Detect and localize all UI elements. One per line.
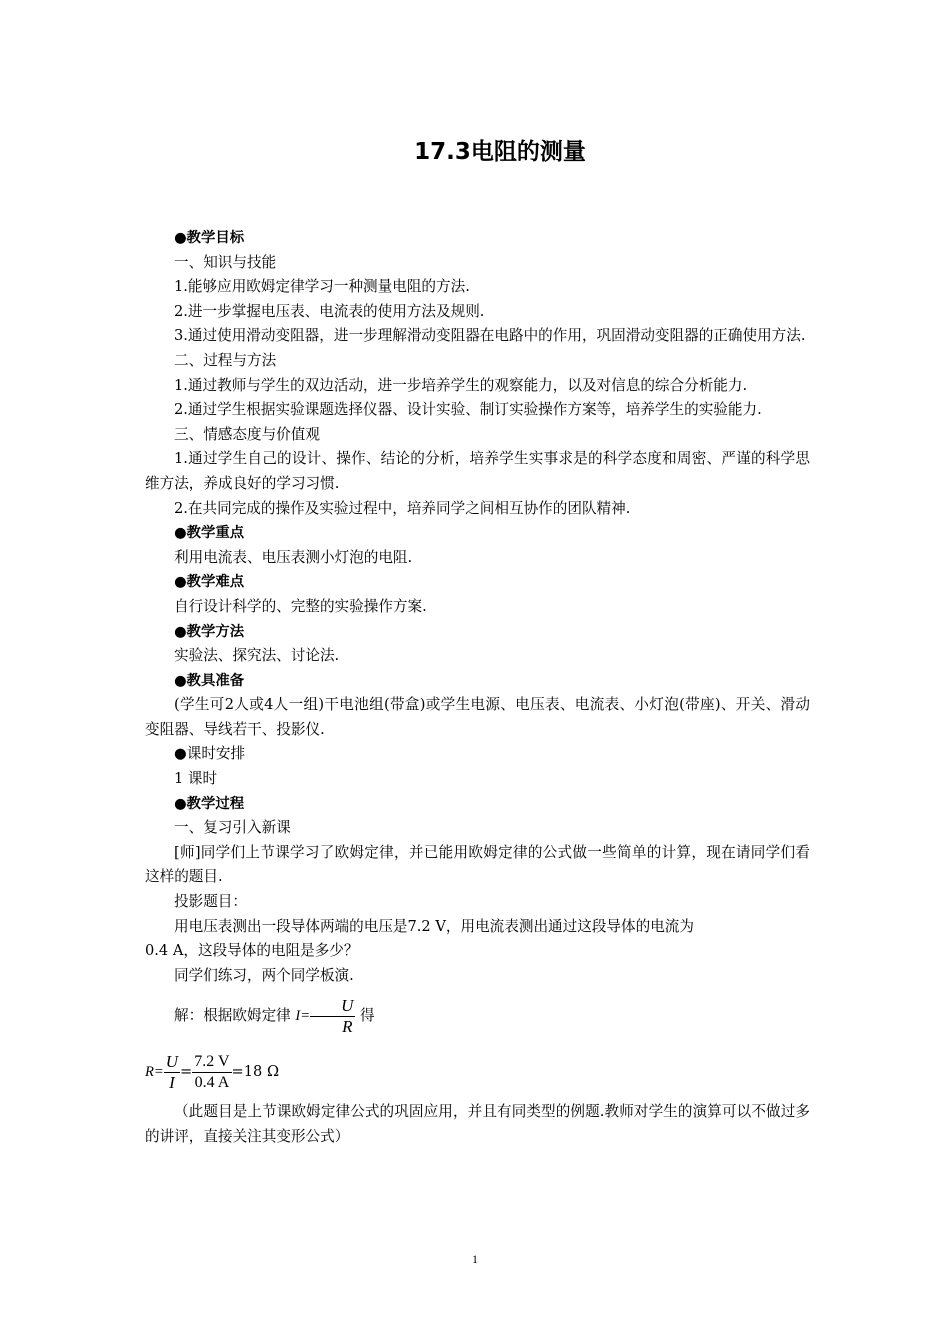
difficulty-heading: ●教学难点 (174, 574, 245, 591)
calculation-line (145, 1044, 810, 1100)
paragraph: （此题目是上节课欧姆定律公式的巩固应用，并且有同类型的例题.教师对学生的演算可以不做过多的讲评，直接关注其变形公式） (145, 1103, 810, 1145)
denominator: R (342, 1016, 353, 1036)
paragraph: 0.4 A，这段导体的电阻是多少？ (145, 942, 359, 960)
paragraph: 1.能够应用欧姆定律学习一种测量电阻的方法. (174, 278, 470, 296)
paragraph: 2.在共同完成的操作及实验过程中，培养同学之间相互协作的团队精神. (174, 499, 631, 517)
document-body (145, 226, 810, 1150)
paragraph: 1.通过学生自己的设计、操作、结论的分析，培养学生实事求是的科学态度和周密、严谨的科学思维方法，养成良好的学习习惯. (145, 450, 810, 492)
formula-lhs: I= (295, 1008, 311, 1025)
result: =18 Ω (231, 1063, 280, 1081)
fraction (310, 996, 355, 1037)
numerator: 7.2 V (192, 1052, 231, 1073)
fraction (164, 1052, 180, 1093)
method-heading: ●教学方法 (174, 623, 245, 640)
solution-prefix: 解：根据欧姆定律 (174, 1007, 291, 1025)
solution-line (145, 988, 810, 1044)
page-number: 1 (472, 1252, 478, 1266)
page-title: 17.3电阻的测量 (414, 139, 586, 165)
solution-suffix: 得 (360, 1007, 375, 1025)
goals-heading: ●教学目标 (174, 230, 245, 246)
key-heading: ●教学重点 (174, 525, 245, 542)
review-heading: 一、复习引入新课 (174, 819, 291, 837)
attitude-heading: 三、情感态度与价值观 (174, 425, 320, 443)
paragraph: (学生可2人或4人一组)干电池组(带盒)或学生电源、电压表、电流表、小灯泡(带座)、开关、滑动变阻器、导线若干、投影仪. (145, 696, 810, 738)
paragraph: [师]同学们上节课学习了欧姆定律，并已能用欧姆定律的公式做一些简单的计算，现在请同学们看这样的题目. (145, 843, 810, 886)
paragraph: 用电压表测出一段导体两端的电压是7.2 V，用电流表测出通过这段导体的电流为 (174, 917, 694, 935)
paragraph: 3.通过使用滑动变阻器，进一步理解滑动变阻器在电路中的作用，巩固滑动变阻器的正确使用方法. (174, 327, 806, 345)
projection-label: 投影题目： (174, 893, 247, 911)
process-main-heading: ●教学过程 (174, 795, 245, 812)
process-heading: 二、过程与方法 (174, 351, 277, 369)
paragraph: 1 课时 (174, 770, 218, 788)
tools-heading: ●教具准备 (174, 672, 245, 689)
paragraph: 2.通过学生根据实验课题选择仪器、设计实验、制订实验操作方案等，培养学生的实验能力. (174, 401, 762, 419)
paragraph: 2.进一步掌握电压表、电流表的使用方法及规则. (174, 302, 485, 320)
paragraph: 利用电流表、电压表测小灯泡的电阻. (174, 548, 413, 566)
fraction (192, 1052, 231, 1093)
paragraph: 自行设计科学的、完整的实验操作方案. (174, 597, 427, 615)
formula-lhs: R= (145, 1064, 164, 1081)
knowledge-heading: 一、知识与技能 (174, 253, 277, 271)
paragraph: 同学们练习，两个同学板演. (174, 966, 354, 984)
paragraph: 实验法、探究法、讨论法. (174, 647, 340, 665)
paragraph: 1.通过教师与学生的双边活动，进一步培养学生的观察能力，以及对信息的综合分析能力. (174, 376, 748, 394)
numerator: U (310, 996, 355, 1017)
denominator: 0.4 A (194, 1073, 230, 1091)
schedule-heading: ●课时安排 (174, 745, 246, 763)
equals-sign: = (180, 1063, 193, 1081)
denominator: I (169, 1072, 175, 1092)
numerator: U (165, 1051, 179, 1071)
